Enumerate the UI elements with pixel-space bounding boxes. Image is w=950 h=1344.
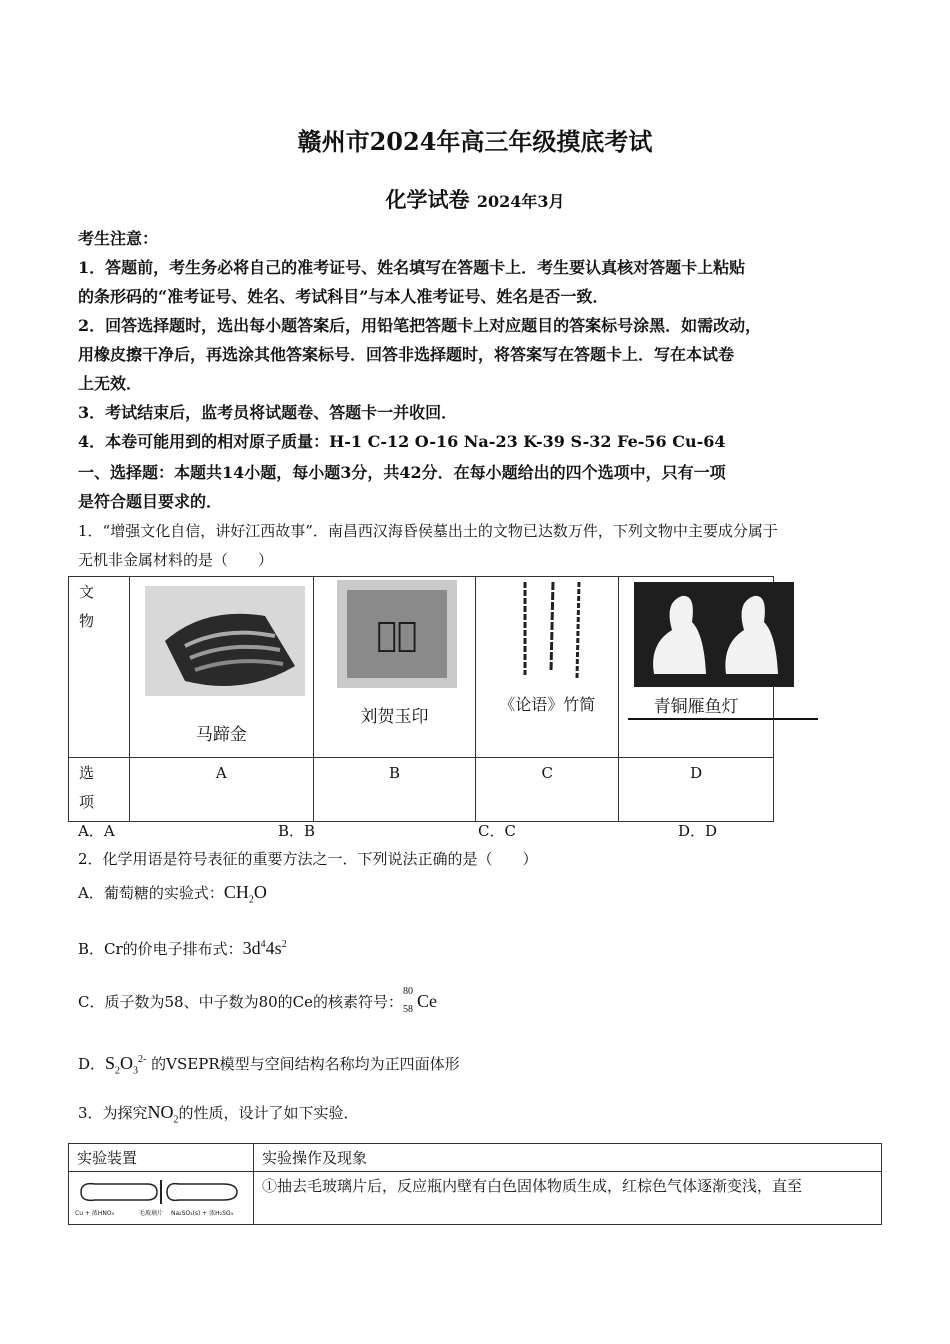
row-label-option: 选 项 — [69, 758, 130, 822]
q2-option-d: D．$S_2O_3^{2-}$ 的VSEPR模型与空间结构名称均为正四面体形 — [78, 1053, 460, 1077]
caption-bamboo-slips: 《论语》竹简 — [499, 695, 596, 714]
bamboo-slips-image — [513, 580, 593, 680]
horse-hoof-gold-image — [145, 586, 305, 696]
header-device: 实验装置 — [69, 1144, 254, 1172]
q1-answer-d: D．D — [678, 822, 718, 840]
notice-line: 3．考试结束后，监考员将试题卷、答题卡一并收回． — [78, 403, 458, 422]
header-operation: 实验操作及现象 — [254, 1144, 882, 1172]
jade-seal-image — [337, 580, 457, 688]
caption-horse-hoof-gold: 马蹄金 — [195, 725, 247, 745]
artifact-d-cell — [619, 577, 774, 758]
bronze-goose-fish-lamp-image — [634, 582, 794, 687]
exam-title: 赣州市2024年高三年级摸底考试 — [297, 127, 653, 156]
notice-heading: 考生注意： — [78, 229, 159, 248]
exam-subtitle — [0, 184, 950, 214]
q2-option-a: A．葡萄糖的实验式：$CH_2O$ — [78, 882, 267, 906]
notice-line: 1．答题前，考生务必将自己的准考证号、姓名填写在答题卡上．考生要认真核对答题卡上粘贴 — [78, 258, 746, 277]
subject-title: 化学试卷 — [385, 187, 470, 212]
device-label-mid: 毛玻璃片 — [139, 1210, 164, 1217]
seal-glyphs: 𡉅覎 — [376, 615, 418, 655]
q1-artifact-table — [68, 576, 774, 822]
notice-line: 2．回答选择题时，选出每小题答案后，用铅笔把答题卡上对应题目的答案标号涂黑．如需改动， — [78, 316, 762, 335]
caption-bronze-lamp: 青铜雁鱼灯 — [653, 697, 739, 717]
glucose-formula: $CH_2O$ — [223, 882, 267, 906]
notice-line: 4．本卷可能用到的相对原子质量：H-1 C-12 O-16 Na-23 K-39 S-32 Fe-56 Cu-64 — [78, 432, 726, 451]
q3-stem: 3．为探究$NO_2$的性质，设计了如下实验． — [78, 1102, 359, 1126]
option-c-cell: C — [476, 758, 619, 822]
reaction-apparatus-diagram — [73, 1174, 245, 1218]
row-label-artifact: 文 物 — [69, 577, 130, 758]
q1-stem-cont: 无机非金属材料的是（ ） — [78, 551, 274, 569]
option-d-cell: D — [619, 758, 774, 822]
section-heading-cont: 是符合题目要求的． — [78, 492, 223, 511]
caption-jade-seal: 刘贺玉印 — [360, 707, 429, 727]
device-cell — [69, 1172, 254, 1225]
q2-stem: 2．化学用语是符号表征的重要方法之一．下列说法正确的是（ ） — [78, 850, 538, 868]
q2-option-c: C．质子数为58、中子数为80的Ce的核素符号： 80 58 Ce — [78, 986, 438, 1015]
q1-answer-b: B．B — [278, 822, 316, 840]
ce-nuclide-symbol: 80 58 Ce — [403, 986, 438, 1015]
q2-option-b: B．Cr的价电子排布式：$3d^44s^2$ — [78, 938, 287, 958]
operation-cell: ①抽去毛玻璃片后，反应瓶内壁有白色固体物质生成，红棕色气体逐渐变浅，直至 — [254, 1172, 882, 1225]
device-label-right: Na₂SO₃(s) + 浓H₂SO₄ — [171, 1210, 234, 1217]
section-heading: 一、选择题：本题共14小题，每小题3分，共42分．在每小题给出的四个选项中，只有一项 — [78, 463, 726, 482]
artifact-b-cell — [313, 577, 475, 758]
artifact-a-cell — [129, 577, 313, 758]
no2-formula: $NO_2$ — [147, 1102, 179, 1126]
notice-line: 的条形码的“准考证号、姓名、考试科目”与本人准考证号、姓名是否一致． — [78, 287, 609, 306]
notice-line: 用橡皮擦干净后，再选涂其他答案标号．回答非选择题时，将答案写在答题卡上．写在本试卷 — [78, 345, 735, 364]
q1-answer-a: A．A — [78, 822, 115, 840]
device-label-left: Cu + 浓HNO₃ — [75, 1210, 114, 1217]
exam-date: 2024年3月 — [476, 192, 565, 211]
option-b-cell: B — [313, 758, 475, 822]
cr-electron-config: $3d^44s^2$ — [242, 938, 287, 958]
q3-experiment-table — [68, 1143, 882, 1225]
artifact-c-cell — [476, 577, 619, 758]
notice-line: 上无效． — [78, 374, 143, 393]
q1-answer-c: C．C — [478, 822, 516, 840]
thiosulfate-formula: $S_2O_3^{2-}$ — [105, 1053, 147, 1077]
caption-underline — [628, 718, 818, 720]
q1-stem: 1．“增强文化自信，讲好江西故事”．南昌西汉海昏侯墓出土的文物已达数万件，下列文物中主要成分属于 — [78, 522, 778, 540]
option-a-cell: A — [129, 758, 313, 822]
